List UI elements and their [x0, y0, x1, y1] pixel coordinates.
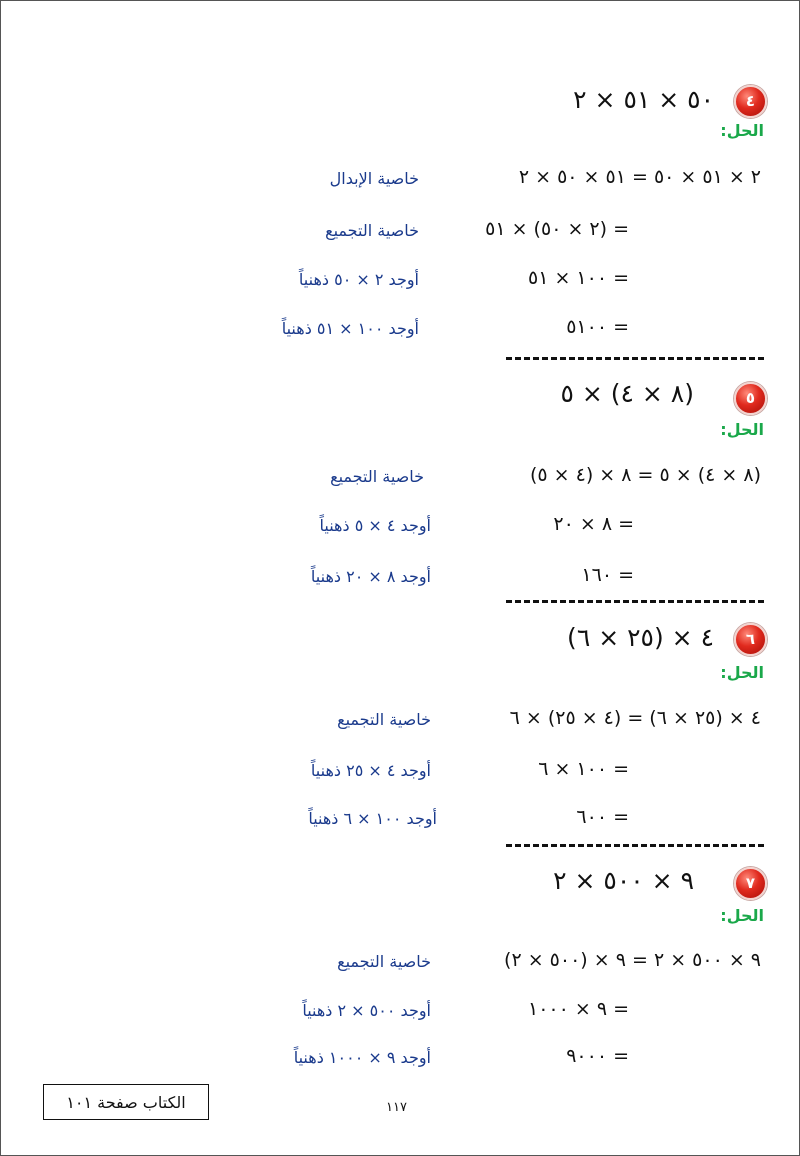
- problem-number-badge: ٥: [734, 382, 767, 415]
- step-note: خاصية التجميع: [330, 467, 424, 486]
- step-math: (٨ × ٤) × ٥ = ٨ × (٤ × ٥): [530, 464, 761, 486]
- step-math: = ٨ × ٢٠: [553, 513, 634, 535]
- step-note: أوجد ١٠٠ × ٥١ ذهنياً: [281, 319, 419, 338]
- solution-label: الحل:: [720, 906, 764, 925]
- problem-expression: ٩ × ٥٠٠ × ٢: [553, 866, 694, 895]
- step-math: ٤ × (٢٥ × ٦) = (٤ × ٢٥) × ٦: [509, 707, 761, 729]
- problem-number-badge: ٦: [734, 623, 767, 656]
- problem-expression: ٥٠ × ٥١ × ٢: [573, 85, 714, 114]
- step-math: = ٩٠٠٠: [566, 1045, 629, 1067]
- problem-expression: (٨ × ٤) × ٥: [560, 379, 694, 408]
- step-note: خاصية الإبدال: [329, 169, 419, 188]
- solution-label: الحل:: [720, 663, 764, 682]
- step-note: أوجد ٤ × ٥ ذهنياً: [319, 516, 431, 535]
- step-math: ٢ × ٥١ × ٥٠ = ٥١ × ٥٠ × ٢: [518, 166, 761, 188]
- step-math: = ١٦٠: [581, 564, 634, 586]
- page-number: ١١٧: [386, 1100, 407, 1115]
- step-math: = ٥١٠٠: [566, 316, 629, 338]
- solution-label: الحل:: [720, 121, 764, 140]
- problem-number-badge: ٤: [734, 85, 767, 118]
- separator: [506, 357, 764, 360]
- step-note: أوجد ٢ × ٥٠ ذهنياً: [298, 270, 419, 289]
- step-note: أوجد ٤ × ٢٥ ذهنياً: [310, 761, 431, 780]
- step-note: خاصية التجميع: [325, 221, 419, 240]
- solution-label: الحل:: [720, 420, 764, 439]
- step-note: خاصية التجميع: [337, 952, 431, 971]
- step-math: = (٢ × ٥٠) × ٥١: [485, 218, 629, 240]
- step-note: أوجد ٥٠٠ × ٢ ذهنياً: [302, 1001, 431, 1020]
- problem-expression: ٤ × (٢٥ × ٦): [567, 623, 714, 652]
- step-math: = ٦٠٠: [576, 806, 629, 828]
- step-note: خاصية التجميع: [337, 710, 431, 729]
- step-math: = ٩ × ١٠٠٠: [527, 998, 629, 1020]
- book-reference-box: الكتاب صفحة ١٠١: [43, 1084, 209, 1120]
- separator: [506, 844, 764, 847]
- step-note: أوجد ١٠٠ × ٦ ذهنياً: [308, 809, 437, 828]
- problem-number-badge: ٧: [734, 867, 767, 900]
- separator: [506, 600, 764, 603]
- step-note: أوجد ٩ × ١٠٠٠ ذهنياً: [293, 1048, 431, 1067]
- step-math: ٩ × ٥٠٠ × ٢ = ٩ × (٥٠٠ × ٢): [504, 949, 761, 971]
- step-note: أوجد ٨ × ٢٠ ذهنياً: [310, 567, 431, 586]
- step-math: = ١٠٠ × ٥١: [527, 267, 629, 289]
- step-math: = ١٠٠ × ٦: [538, 758, 629, 780]
